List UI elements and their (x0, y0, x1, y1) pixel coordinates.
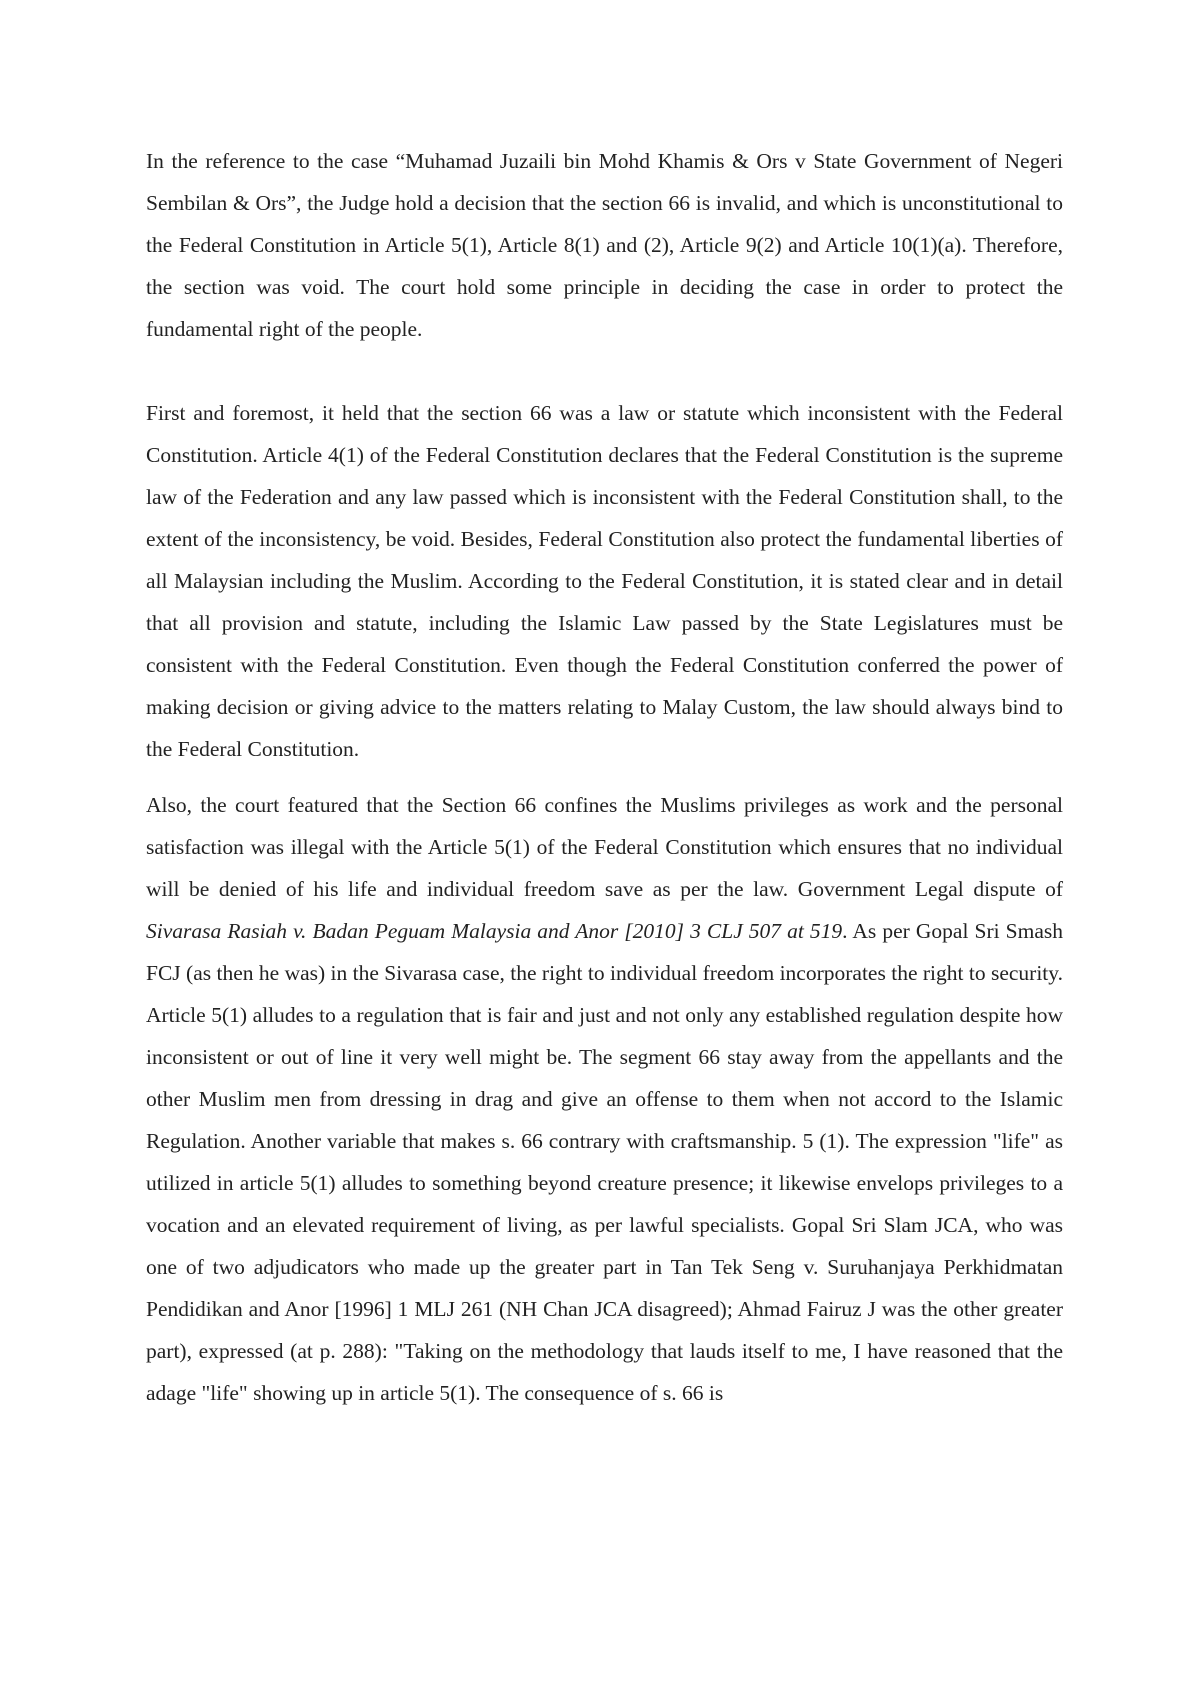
paragraph-case-reference: In the reference to the case “Muhamad Juzaili bin Mohd Khamis & Ors v State Government of Negeri Sembilan & Ors”, the Judge hold a decision that the section 66 is invalid, and which is unconstitutional to the Federal Constitution in Article 5(1), Article 8(1) and (2), Article 9(2) and Article 10(1)(a). Therefore, the section was void. The court hold some principle in deciding the case in order to protect the fundamental right of the people. (146, 149, 1063, 341)
case-citation-sivarasa: Sivarasa Rasiah v. Badan Peguam Malaysia and Anor [2010] 3 CLJ 507 at 519 (146, 919, 843, 943)
paragraph-text-part-1: Also, the court featured that the Section 66 confines the Muslims privileges as work and the personal satisfaction was illegal with the Article 5(1) of the Federal Constitution which ensures that no individual will be denied of his life and individual freedom save as per the law. Government Legal dispute of (146, 793, 1063, 901)
paragraph-first-principle: First and foremost, it held that the section 66 was a law or statute which inconsistent with the Federal Constitution. Article 4(1) of the Federal Constitution declares that the Federal Constitution is the supreme law of the Federation and any law passed which is inconsistent with the Federal Constitution shall, to the extent of the inconsistency, be void. Besides, Federal Constitution also protect the fundamental liberties of all Malaysian including the Muslim. According to the Federal Constitution, it is stated clear and in detail that all provision and statute, including the Islamic Law passed by the State Legislatures must be consistent with the Federal Constitution. Even though the Federal Constitution conferred the power of making decision or giving advice to the matters relating to Malay Custom, the law should always bind to the Federal Constitution. (146, 401, 1063, 761)
paragraph-article-5-discussion (146, 784, 1063, 1414)
paragraph-text-part-2: . As per Gopal Sri Smash FCJ (as then he was) in the Sivarasa case, the right to individual freedom incorporates the right to security. Article 5(1) alludes to a regulation that is fair and just and not only any established regulation despite how inconsistent or out of line it very well might be. The segment 66 stay away from the appellants and the other Muslim men from dressing in drag and give an offense to them when not accord to the Islamic Regulation. Another variable that makes s. 66 contrary with craftsmanship. 5 (1). The expression "life" as utilized in article 5(1) alludes to something beyond creature presence; it likewise envelops privileges to a vocation and an elevated requirement of living, as per lawful specialists. Gopal Sri Slam JCA, who was one of two adjudicators who made up the greater part in Tan Tek Seng v. Suruhanjaya Perkhidmatan Pendidikan and Anor [1996] 1 MLJ 261 (NH Chan JCA disagreed); Ahmad Fairuz J was the other greater part), expressed (at p. 288): "Taking on the methodology that lauds itself to me, I have reasoned that the adage "life" showing up in article 5(1). The consequence of s. 66 is (146, 919, 1063, 1405)
document-body (146, 140, 1063, 1414)
